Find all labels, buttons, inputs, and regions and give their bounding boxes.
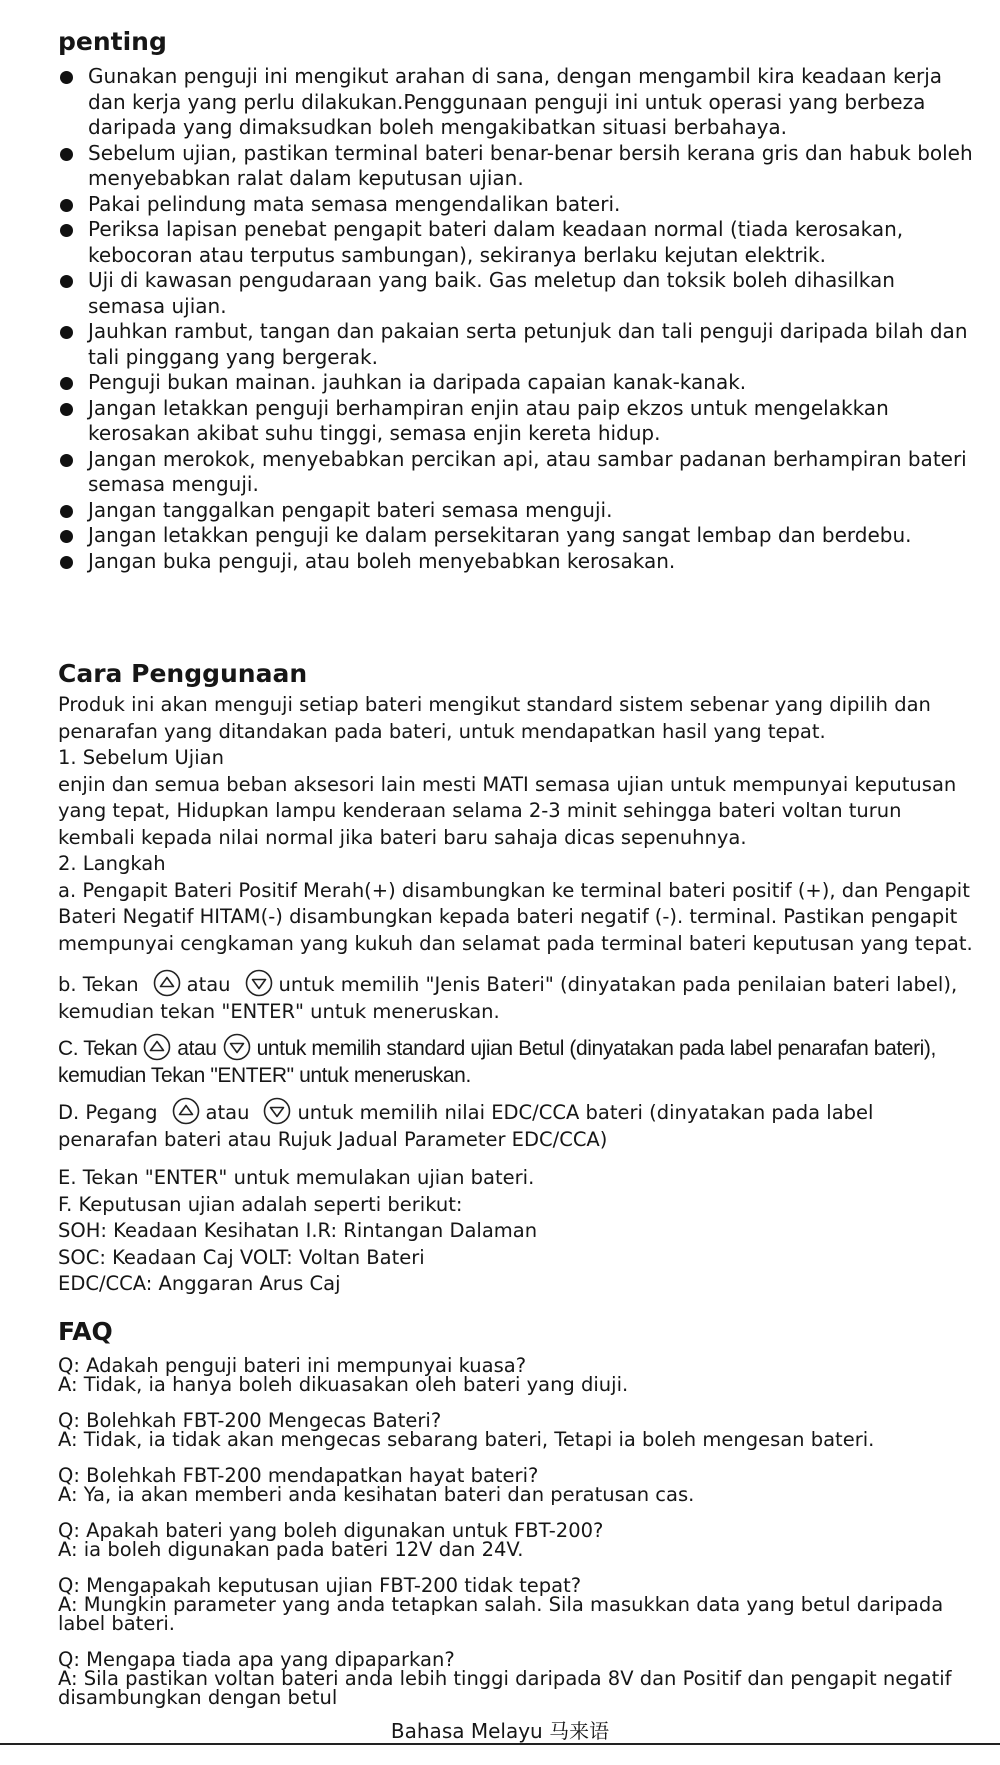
step-d-text: D. Pegang atau untuk memilih nilai EDC/CCA bateri (dinyatakan pada label penarafan bateri atau Rujuk Jadual Parameter EDC/CCA) [58,1097,978,1153]
faq-heading: FAQ [58,1317,113,1346]
step-a-text: a. Pengapit Bateri Positif Merah(+) disambungkan ke terminal bateri positif (+), dan Pengapit Bateri Negatif HITAM(-) disambungkan kepada bateri negatif (-). terminal. Pastikan pengapit mempunyai cengkaman yang kukuh dan selamat pada terminal bateri keputusan yang tepat. [58,878,973,955]
result-line: SOH: Keadaan Kesihatan I.R: Rintangan Dalaman [58,1219,538,1242]
faq-answer: A: Ya, ia akan memberi anda kesihatan bateri dan peratusan cas. [58,1483,695,1506]
faq-question: Q: Mengapakah keputusan ujian FBT-200 tidak tepat? [58,1574,582,1597]
result-line: SOC: Keadaan Caj VOLT: Voltan Bateri [58,1245,425,1269]
faq-question: Q: Bolehkah FBT-200 mendapatkan hayat bateri? [58,1464,539,1487]
faq-item [58,1650,988,1707]
step-e-text: E. Tekan "ENTER" untuk memulakan ujian bateri. [58,1166,535,1189]
footer-divider [0,1743,1000,1745]
list-item: Jangan merokok, menyebabkan percikan api, atau sambar padanan berhampiran bateri semasa menguji. [58,447,978,498]
faq-section [58,1314,988,1707]
bullet-icon [60,199,73,212]
bullet-icon [60,530,73,543]
faq-question: Q: Adakah penguji bateri ini mempunyai kuasa? [58,1354,527,1377]
list-item: Periksa lapisan penebat pengapit bateri dalam keadaan normal (tiada kerosakan, kebocoran atau terputus sambungan), sekiranya berlaku kejutan elektrik. [58,217,978,268]
step1-text: enjin dan semua beban aksesori lain mesti MATI semasa ujian untuk mempunyai keputusan yang tepat, Hidupkan lampu kenderaan selama 2-3 minit sehingga bateri voltan turun kembali kepada nilai normal jika bateri baru sahaja dicas sepenuhnya. [58,772,957,849]
faq-answer: A: Sila pastikan voltan bateri anda lebih tinggi daripada 8V dan Positif dan pengapit negatif disambungkan dengan betul [58,1667,952,1709]
up-arrow-circle-icon [143,1033,171,1061]
cara-intro: Produk ini akan menguji setiap bateri mengikut standard sistem sebenar yang dipilih dan penarafan yang ditandakan pada bateri, untuk mendapatkan hasil yang tepat. [58,693,931,743]
faq-answer: A: Tidak, ia hanya boleh dikuasakan oleh bateri yang diuji. [58,1373,629,1396]
bullet-icon [60,71,73,84]
step-f-text: F. Keputusan ujian adalah seperti berikut: [58,1192,463,1216]
up-arrow-circle-icon [172,1097,200,1125]
bullet-icon [60,403,73,416]
faq-item [58,1356,988,1394]
penting-section [58,24,978,574]
list-item: Jangan letakkan penguji ke dalam persekitaran yang sangat lembap dan berdebu. [58,523,978,549]
step1-title: 1. Sebelum Ujian [58,746,224,769]
faq-item [58,1521,988,1559]
list-item: Penguji bukan mainan. jauhkan ia daripada capaian kanak-kanak. [58,370,978,396]
faq-item [58,1466,988,1504]
penting-list [58,64,978,574]
down-arrow-circle-icon [245,969,273,997]
down-arrow-circle-icon [263,1097,291,1125]
cara-penggunaan-section [58,656,978,1298]
bullet-icon [60,224,73,237]
penting-heading: penting [58,27,167,56]
bullet-icon [60,326,73,339]
faq-question: Q: Apakah bateri yang boleh digunakan untuk FBT-200? [58,1519,604,1542]
step2-title: 2. Langkah [58,852,166,875]
faq-answer: A: Mungkin parameter yang anda tetapkan salah. Sila masukkan data yang betul daripada label bateri. [58,1593,944,1635]
faq-item [58,1576,988,1633]
footer-language-label: Bahasa Melayu 马来语 [390,1719,610,1743]
faq-answer: A: Tidak, ia tidak akan mengecas sebarang bateri, Tetapi ia boleh mengesan bateri. [58,1428,875,1451]
step-c-text: C. Tekan atau untuk memilih standard ujian Betul (dinyatakan pada label penarafan bateri), kemudian Tekan "ENTER" untuk meneruskan. [58,1033,978,1089]
bullet-icon [60,556,73,569]
bullet-icon [60,505,73,518]
list-item: Uji di kawasan pengudaraan yang baik. Gas meletup dan toksik boleh dihasilkan semasa ujian. [58,268,978,319]
result-line: EDC/CCA: Anggaran Arus Caj [58,1272,341,1295]
faq-question: Q: Mengapa tiada apa yang dipaparkan? [58,1648,455,1671]
step-b-text: b. Tekan atau untuk memilih "Jenis Bateri" (dinyatakan pada penilaian bateri label), kemudian tekan "ENTER" untuk meneruskan. [58,969,978,1025]
up-arrow-circle-icon [153,969,181,997]
list-item: Jangan tanggalkan pengapit bateri semasa menguji. [58,498,978,524]
bullet-icon [60,148,73,161]
faq-item [58,1411,988,1449]
list-item: Jangan buka penguji, atau boleh menyebabkan kerosakan. [58,549,978,575]
bullet-icon [60,377,73,390]
bullet-icon [60,275,73,288]
list-item: Jangan letakkan penguji berhampiran enjin atau paip ekzos untuk mengelakkan kerosakan akibat suhu tinggi, semasa enjin kereta hidup. [58,396,978,447]
bullet-icon [60,454,73,467]
cara-heading: Cara Penggunaan [58,659,308,688]
list-item: Gunakan penguji ini mengikut arahan di sana, dengan mengambil kira keadaan kerja dan kerja yang perlu dilakukan.Penggunaan penguji ini untuk operasi yang berbeza daripada yang dimaksudkan boleh mengakibatkan situasi berbahaya. [58,64,978,141]
faq-question: Q: Bolehkah FBT-200 Mengecas Bateri? [58,1409,442,1432]
list-item: Sebelum ujian, pastikan terminal bateri benar-benar bersih kerana gris dan habuk boleh menyebabkan ralat dalam keputusan ujian. [58,141,978,192]
list-item: Pakai pelindung mata semasa mengendalikan bateri. [58,192,978,218]
faq-answer: A: ia boleh digunakan pada bateri 12V dan 24V. [58,1538,524,1561]
down-arrow-circle-icon [223,1033,251,1061]
list-item: Jauhkan rambut, tangan dan pakaian serta petunjuk dan tali penguji daripada bilah dan tali pinggang yang bergerak. [58,319,978,370]
